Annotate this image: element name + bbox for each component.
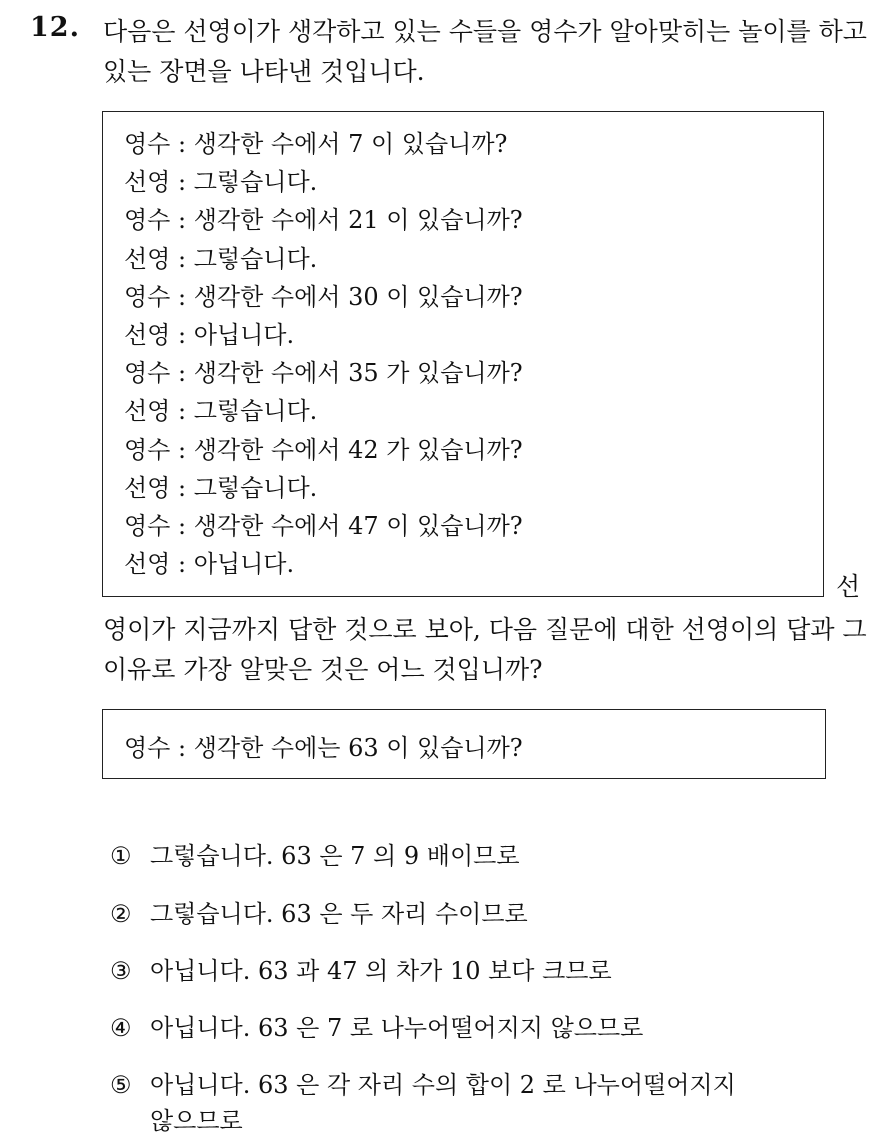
question-number: 12. <box>30 12 80 43</box>
choice-mark: ② <box>110 900 132 928</box>
question-stem: 다음은 선영이가 생각하고 있는 수들을 영수가 알아맞히는 놀이를 하고 있는 장면을 나타낸 것입니다. <box>103 17 867 86</box>
question-prompt: 영이가 지금까지 답한 것으로 보아, 다음 질문에 대한 선영이의 답과 그 이유로 가장 알맞은 것은 어느 것입니까? <box>103 615 867 684</box>
dialog-line: 영수 : 생각한 수에서 42 가 있습니까? <box>124 435 523 464</box>
dialog-line: 영수 : 생각한 수에서 7 이 있습니까? <box>124 130 508 158</box>
dialog-line: 선영 : 그렇습니다. <box>124 473 318 502</box>
ask-box <box>102 709 826 779</box>
choice-mark: ⑤ <box>110 1071 132 1099</box>
choice-2[interactable] <box>110 896 528 932</box>
choice-text-wrap: 않으므로 <box>150 1107 243 1135</box>
dialog-line: 선영 : 그렇습니다. <box>124 168 318 197</box>
dialog-line: 영수 : 생각한 수에서 21 이 있습니까? <box>124 206 523 235</box>
choice-mark: ④ <box>110 1014 132 1042</box>
choice-text: 그렇습니다. 63 은 7 의 9 배이므로 <box>150 842 520 870</box>
choice-text: 아닙니다. 63 은 7 로 나누어떨어지지 않으므로 <box>150 1014 644 1042</box>
choice-mark: ③ <box>110 957 132 985</box>
dialog-line: 영수 : 생각한 수에서 47 이 있습니까? <box>124 512 523 541</box>
dialog-line: 영수 : 생각한 수에서 30 이 있습니까? <box>124 282 523 311</box>
choice-3[interactable] <box>110 953 612 989</box>
choice-text: 그렇습니다. 63 은 두 자리 수이므로 <box>150 900 528 928</box>
choice-1[interactable] <box>110 838 520 874</box>
dialog-line: 선영 : 그렇습니다. <box>124 244 318 273</box>
choice-mark: ① <box>110 842 132 870</box>
dialog-line: 선영 : 아닙니다. <box>124 321 295 350</box>
choice-text: 아닙니다. 63 은 각 자리 수의 합이 2 로 나누어떨어지지 <box>150 1071 736 1099</box>
choice-text: 아닙니다. 63 과 47 의 차가 10 보다 크므로 <box>150 957 612 985</box>
choice-5[interactable] <box>110 1067 736 1139</box>
dialog-list <box>124 125 523 583</box>
dialog-line: 선영 : 그렇습니다. <box>124 397 318 426</box>
continuation-fragment: 선 <box>836 572 861 601</box>
choice-4[interactable] <box>110 1010 643 1046</box>
ask-line: 영수 : 생각한 수에는 63 이 있습니까? <box>124 734 523 762</box>
dialog-line: 선영 : 아닙니다. <box>124 550 295 579</box>
dialog-line: 영수 : 생각한 수에서 35 가 있습니까? <box>124 359 523 388</box>
